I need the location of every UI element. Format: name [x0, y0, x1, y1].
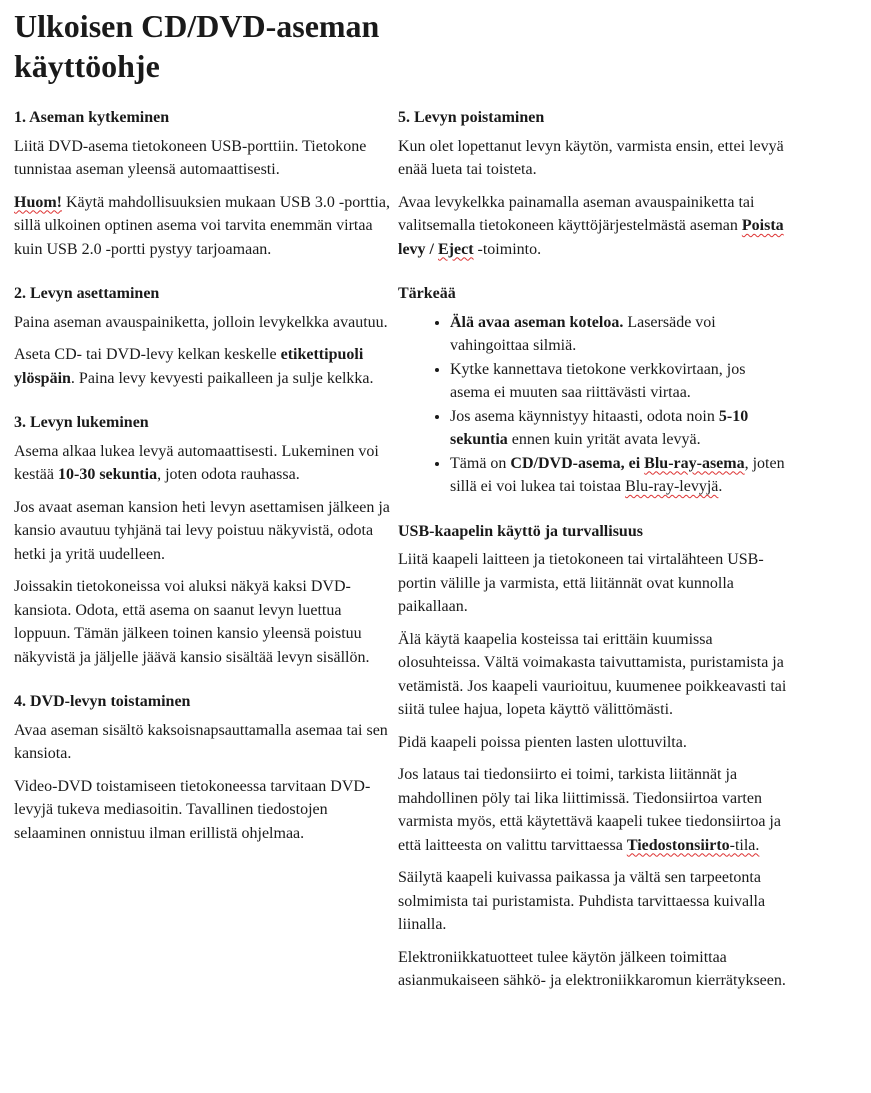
bold-text: 5-10 sekuntia	[450, 407, 749, 448]
text-span: , joten odota rauhassa.	[157, 466, 300, 483]
left-column	[14, 106, 398, 854]
bold-text: Huom!	[14, 193, 62, 211]
text-span: -tila.	[729, 836, 760, 854]
paragraph: Video-DVD toistamiseen tietokoneessa tarvitaan DVD-levyjä tukeva mediasoitin. Tavallinen tiedostojen selaaminen onnistuu ilman erillistä ohjelmaa.	[14, 777, 371, 842]
text-span: Jos asema käynnistyy hitaasti, odota noin	[450, 407, 719, 425]
text-span: -toiminto.	[473, 240, 542, 258]
text-span: Jos lataus tai tiedonsiirto ei toimi, tarkista liitännät ja mahdollinen pöly tai lika liittimissä. Tiedonsiirtoa varten varmista myös, että käytettävä kaapeli tukee tiedonsiirtoa ja että laitteesta on valittu tarvittaessa	[398, 766, 781, 854]
section-heading: 1. Aseman kytkeminen	[14, 109, 170, 126]
bold-text: Tiedostonsiirto	[626, 836, 730, 854]
section-heading: 5. Levyn poistaminen	[398, 109, 545, 126]
paragraph	[14, 440, 398, 487]
list-item	[450, 311, 788, 358]
text-span: Blu-ray-asema	[644, 454, 745, 472]
text-span: CD/DVD-asema, ei	[510, 454, 645, 472]
paragraph	[14, 191, 398, 262]
text-span: Avaa levykelkka painamalla aseman avauspainiketta tai valitsemalla tietokoneen käyttöjärjestelmästä aseman	[398, 193, 755, 234]
text-span: Asema alkaa lukea levyä automaattisesti. Lukeminen voi kestää	[14, 442, 379, 483]
paragraph: Avaa aseman sisältö kaksoisnapsauttamalla asemaa tai sen kansiota.	[14, 721, 388, 762]
paragraph: Kun olet lopettanut levyn käytön, varmista ensin, ettei levyä enää lueta tai toisteta.	[398, 137, 784, 178]
text-span: , joten sillä ei voi lukea tai toistaa	[450, 454, 785, 495]
text-span: levy /	[398, 240, 438, 258]
section-heading: 3. Levyn lukeminen	[14, 414, 149, 431]
paragraph	[14, 343, 398, 390]
text-span: .	[718, 478, 723, 495]
paragraph: Liitä kaapeli laitteen ja tietokoneen tai virtalähteen USB-portin välille ja varmista, että liitännät ovat kunnolla paikallaan.	[398, 551, 764, 615]
paragraph: Joissakin tietokoneissa voi aluksi näkyä kaksi DVD-kansiota. Odota, että asema on saanut levyn luettua loppuun. Tämän jälkeen toinen kansio yleensä poistuu näkyvistä ja jäljelle jäävä kansio sisältää levyn sisällön.	[14, 578, 370, 666]
text-span: Tämä on	[450, 454, 511, 472]
section-heading: 4. DVD-levyn toistaminen	[14, 693, 191, 710]
paragraph	[398, 763, 788, 857]
paragraph: Pidä kaapeli poissa pienten lasten ulottuvilta.	[398, 733, 687, 751]
paragraph: Säilytä kaapeli kuivassa paikassa ja vältä sen tarpeetonta solmimista tai puristamista. Puhdista tarvittaessa kuivalla liinalla.	[398, 869, 766, 933]
list-item	[450, 405, 788, 452]
text-span: Käytä mahdollisuuksien mukaan USB 3.0 -porttia, sillä ulkoinen optinen asema voi tarvita enemmän virtaa kuin USB 2.0 -portti pystyy tarjoamaan.	[14, 193, 390, 258]
paragraph: Liitä DVD-asema tietokoneen USB-porttiin. Tietokone tunnistaa aseman yleensä automaattisesti.	[14, 137, 367, 178]
text-span: Aseta CD- tai DVD-levy kelkan keskelle	[14, 346, 281, 363]
important-list	[398, 311, 788, 499]
bold-text: etikettipuoli ylöspäin	[14, 346, 364, 387]
list-item: • Kytke kannettava tietokone verkkovirtaan, jos asema ei muuten saa riittävästi virtaa.	[450, 358, 788, 405]
bold-text	[510, 455, 744, 472]
text-span: Blu-ray-levyjä	[625, 478, 719, 495]
bold-text: 10-30 sekuntia	[57, 466, 158, 483]
bold-text: Älä avaa aseman koteloa.	[450, 313, 624, 331]
page-title: Ulkoisen CD/DVD-aseman käyttöohje	[14, 8, 380, 84]
paragraph: Jos avaat aseman kansion heti levyn asettamisen jälkeen ja kansio avautuu tyhjänä tai levy poistuu näkyvistä, odota hetki ja yritä uudelleen.	[14, 498, 390, 563]
list-item	[450, 452, 788, 499]
paragraph: Elektroniikkatuotteet tulee käytön jälkeen toimittaa asianmukaiseen sähkö- ja elektroniikkaromun kierrätykseen.	[398, 948, 786, 989]
text-span: Poista	[741, 217, 784, 234]
section-heading: Tärkeää	[398, 285, 456, 302]
section-heading: USB-kaapelin käyttö ja turvallisuus	[398, 522, 643, 540]
text-span: ennen kuin yrität avata levyä.	[507, 431, 701, 448]
text-span: Eject	[438, 240, 474, 258]
paragraph: Paina aseman avauspainiketta, jolloin levykelkka avautuu.	[14, 313, 388, 331]
paragraph: Älä käytä kaapelia kosteissa tai erittäin kuumissa olosuhteissa. Vältä voimakasta taivuttamista, puristamista ja vetämistä. Jos kaapeli vaurioituu, kuumenee poikkeavasti tai siitä tulee hajua, lopeta käyttö välittömästi.	[398, 630, 787, 718]
text-span: . Paina levy kevyesti paikalleen ja sulje kelkka.	[70, 369, 374, 387]
text-span: Lasersäde voi vahingoittaa silmiä.	[450, 313, 716, 354]
right-column	[398, 106, 788, 1002]
paragraph	[398, 191, 788, 262]
section-heading: 2. Levyn asettaminen	[14, 285, 160, 302]
